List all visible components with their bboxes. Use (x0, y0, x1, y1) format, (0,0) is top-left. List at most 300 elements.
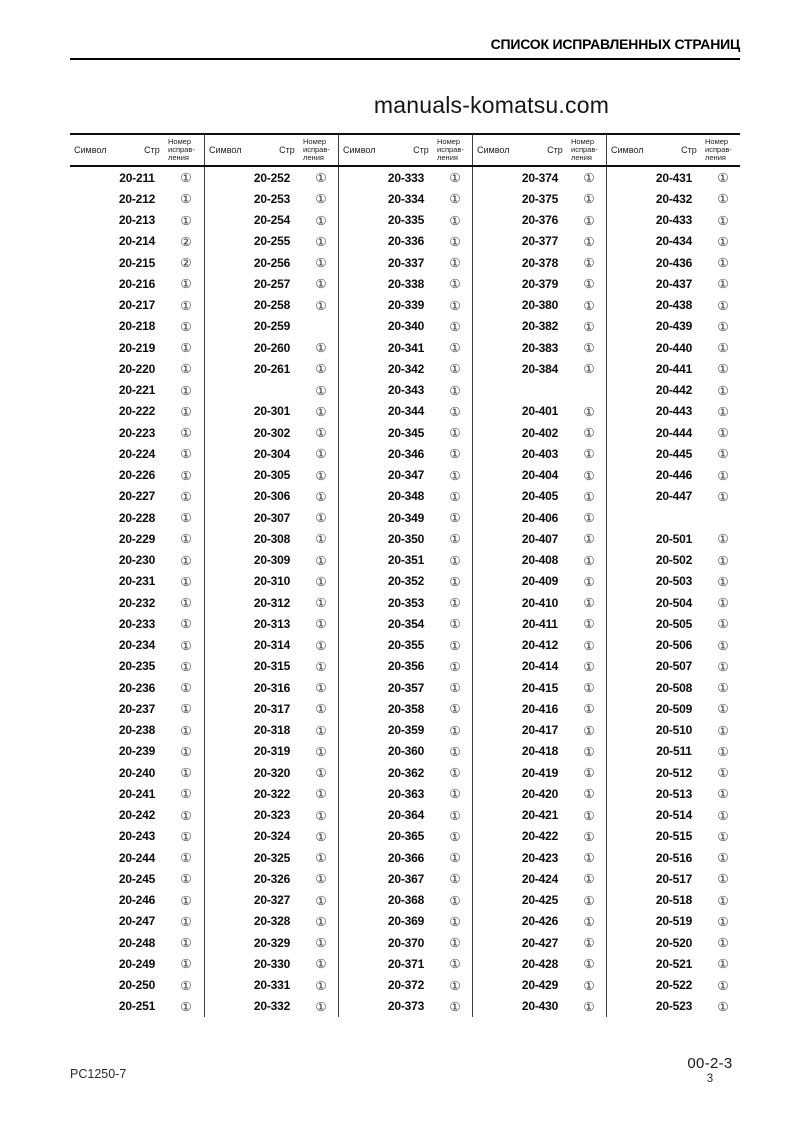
page-cell: 20-317 (253, 701, 291, 716)
table-row (473, 358, 606, 379)
revision-mark: ① (180, 956, 192, 972)
page-cell: 20-441 (655, 361, 693, 376)
table-row (205, 231, 338, 252)
revision-mark: ① (180, 850, 192, 866)
page-cell: 20-509 (655, 701, 693, 716)
table-row (607, 805, 740, 826)
revision-mark: ① (315, 255, 327, 271)
table-row (607, 677, 740, 698)
revision-mark: ① (180, 892, 192, 908)
table-row (205, 720, 338, 741)
page-cell: 20-241 (118, 786, 156, 801)
page-cell: 20-442 (655, 383, 693, 398)
revision-mark: ① (315, 552, 327, 568)
table-row (70, 613, 204, 634)
revision-mark: ① (180, 595, 192, 611)
table-row (339, 826, 472, 847)
page-cell: 20-375 (521, 191, 559, 206)
table-row (607, 592, 740, 613)
table-row (70, 295, 204, 316)
revision-mark: ① (583, 297, 595, 313)
table-row (70, 443, 204, 464)
page-cell: 20-519 (655, 914, 693, 929)
page-cell: 20-379 (521, 276, 559, 291)
revision-mark: ① (583, 276, 595, 292)
table-row (473, 571, 606, 592)
page-cell: 20-346 (387, 446, 425, 461)
page-cell: 20-252 (253, 170, 291, 185)
revision-mark: ① (315, 340, 327, 356)
revision-mark: ① (315, 170, 327, 186)
page-cell: 20-345 (387, 425, 425, 440)
revision-mark: ① (717, 531, 729, 547)
table-row (473, 720, 606, 741)
page-cell: 20-323 (253, 808, 291, 823)
column-header-revision-line: исправ- (705, 145, 732, 154)
revision-mark: ② (180, 255, 192, 271)
revision-mark: ① (180, 828, 192, 844)
revision-mark: ① (180, 552, 192, 568)
table-row (607, 358, 740, 379)
revision-mark: ① (449, 361, 461, 377)
page-cell: 20-304 (253, 446, 291, 461)
page-cell: 20-507 (655, 659, 693, 674)
page-cell: 20-415 (521, 680, 559, 695)
revision-mark: ① (315, 297, 327, 313)
page-cell: 20-313 (253, 616, 291, 631)
page-cell: 20-367 (387, 871, 425, 886)
page-cell: 20-342 (387, 361, 425, 376)
table-row (205, 592, 338, 613)
table-row (205, 996, 338, 1017)
table-row (70, 316, 204, 337)
revision-mark: ① (180, 531, 192, 547)
revision-mark: ① (315, 595, 327, 611)
page-cell: 20-320 (253, 765, 291, 780)
table-row (70, 911, 204, 932)
page-cell: 20-384 (521, 361, 559, 376)
page-cell: 20-214 (118, 234, 156, 249)
table-row (339, 337, 472, 358)
revision-mark: ① (315, 233, 327, 249)
column-header-revision-line: Номер (168, 137, 192, 146)
table-row (473, 932, 606, 953)
page-cell: 20-427 (521, 935, 559, 950)
revision-mark: ① (717, 467, 729, 483)
revision-mark: ① (717, 722, 729, 738)
page-cell: 20-403 (521, 446, 559, 461)
revision-mark: ① (180, 786, 192, 802)
page-cell: 20-245 (118, 871, 156, 886)
table-row (339, 465, 472, 486)
revision-mark: ① (449, 573, 461, 589)
table-row (339, 635, 472, 656)
revision-mark: ① (315, 998, 327, 1014)
page-cell: 20-409 (521, 574, 559, 589)
table-row (339, 295, 472, 316)
revision-mark: ① (583, 403, 595, 419)
revision-mark: ① (583, 446, 595, 462)
page-cell: 20-324 (253, 829, 291, 844)
page-cell: 20-301 (253, 404, 291, 419)
revision-mark: ① (583, 191, 595, 207)
page-cell: 20-506 (655, 638, 693, 653)
revision-mark: ② (180, 233, 192, 249)
revision-mark: ① (449, 531, 461, 547)
revision-mark: ① (180, 722, 192, 738)
table-row (607, 656, 740, 677)
revision-mark: ① (583, 913, 595, 929)
page-cell: 20-309 (253, 553, 291, 568)
table-row (607, 188, 740, 209)
table-row (205, 698, 338, 719)
table-row (70, 252, 204, 273)
page-cell: 20-443 (655, 404, 693, 419)
column-header-page: Стр (144, 145, 160, 155)
page-cell: 20-223 (118, 425, 156, 440)
table-column-group (204, 167, 338, 1017)
revision-mark: ① (583, 467, 595, 483)
page-cell: 20-508 (655, 680, 693, 695)
revision-mark: ① (180, 935, 192, 951)
table-row (339, 316, 472, 337)
table-row (205, 741, 338, 762)
revision-mark: ① (449, 233, 461, 249)
column-header-symbol: Символ (209, 145, 242, 155)
table-row (70, 826, 204, 847)
revision-mark: ① (717, 276, 729, 292)
page-cell: 20-255 (253, 234, 291, 249)
revision-mark: ① (180, 510, 192, 526)
revision-mark: ① (315, 488, 327, 504)
page-cell: 20-513 (655, 786, 693, 801)
page-cell: 20-520 (655, 935, 693, 950)
table-column-group (472, 167, 606, 1017)
table-row (339, 613, 472, 634)
page-cell: 20-347 (387, 468, 425, 483)
page-cell: 20-341 (387, 340, 425, 355)
revision-mark: ① (449, 595, 461, 611)
revision-mark: ① (315, 977, 327, 993)
table-row (205, 656, 338, 677)
revision-mark: ① (583, 212, 595, 228)
page-cell: 20-325 (253, 850, 291, 865)
table-row (70, 656, 204, 677)
revision-mark: ① (717, 573, 729, 589)
table-row (205, 953, 338, 974)
revision-mark: ① (449, 637, 461, 653)
revision-mark: ① (717, 446, 729, 462)
page-cell: 20-374 (521, 170, 559, 185)
revision-mark: ① (315, 913, 327, 929)
revision-mark: ① (315, 786, 327, 802)
revision-mark: ① (315, 382, 327, 398)
revision-mark: ① (449, 977, 461, 993)
table-row (473, 805, 606, 826)
revision-mark: ① (583, 935, 595, 951)
page-cell: 20-239 (118, 744, 156, 759)
table-row (607, 550, 740, 571)
page-cell: 20-407 (521, 531, 559, 546)
page-cell: 20-259 (253, 319, 291, 334)
revision-mark: ① (717, 658, 729, 674)
revision-mark: ① (315, 743, 327, 759)
table-row (205, 975, 338, 996)
page-cell: 20-337 (387, 255, 425, 270)
page-cell: 20-340 (387, 319, 425, 334)
revision-mark: ① (717, 871, 729, 887)
page-cell: 20-306 (253, 489, 291, 504)
table-header-row (70, 133, 740, 167)
table-row (205, 783, 338, 804)
revision-mark: ① (717, 361, 729, 377)
page-cell: 20-356 (387, 659, 425, 674)
table-row (339, 868, 472, 889)
page-cell: 20-333 (387, 170, 425, 185)
table-row (607, 932, 740, 953)
page-cell: 20-372 (387, 978, 425, 993)
revision-mark: ① (315, 701, 327, 717)
revision-mark: ① (583, 573, 595, 589)
revision-mark: ① (449, 850, 461, 866)
revision-mark: ① (449, 488, 461, 504)
revision-mark: ① (449, 425, 461, 441)
table-row (339, 401, 472, 422)
page-cell: 20-440 (655, 340, 693, 355)
revision-mark: ① (449, 913, 461, 929)
page-cell: 20-447 (655, 489, 693, 504)
page-cell: 20-376 (521, 213, 559, 228)
revision-mark: ① (583, 233, 595, 249)
revision-mark: ① (315, 276, 327, 292)
page-cell: 20-433 (655, 213, 693, 228)
page-cell: 20-326 (253, 871, 291, 886)
page-cell: 20-249 (118, 956, 156, 971)
column-header-revision-line: исправ- (571, 145, 598, 154)
page-cell: 20-371 (387, 956, 425, 971)
column-header-page: Стр (279, 145, 295, 155)
table-row (473, 273, 606, 294)
revision-mark: ① (315, 212, 327, 228)
table-row (205, 401, 338, 422)
table-row (205, 528, 338, 549)
page-cell: 20-406 (521, 510, 559, 525)
revision-mark: ① (180, 446, 192, 462)
revision-mark: ① (717, 765, 729, 781)
revision-mark: ① (180, 616, 192, 632)
page-cell: 20-328 (253, 914, 291, 929)
table-row (473, 380, 606, 401)
page-cell: 20-229 (118, 531, 156, 546)
page-cell: 20-446 (655, 468, 693, 483)
revision-mark: ① (315, 510, 327, 526)
table-row (205, 805, 338, 826)
revision-mark: ① (583, 552, 595, 568)
table-row (473, 826, 606, 847)
table-row (70, 932, 204, 953)
column-header-symbol: Символ (74, 145, 107, 155)
table-row (70, 571, 204, 592)
revision-mark: ① (583, 871, 595, 887)
revision-mark: ① (717, 425, 729, 441)
page-cell: 20-211 (119, 170, 155, 185)
table-row (205, 273, 338, 294)
table-row (205, 295, 338, 316)
revision-mark: ① (583, 956, 595, 972)
table-row (205, 613, 338, 634)
page-cell: 20-221 (118, 383, 156, 398)
page-cell: 20-523 (655, 999, 693, 1014)
table-row (205, 635, 338, 656)
page-cell: 20-332 (253, 999, 291, 1014)
table-row (607, 507, 740, 528)
page-cell: 20-512 (655, 765, 693, 780)
revision-mark: ① (315, 850, 327, 866)
column-header-revision-line: ления (705, 153, 726, 162)
revision-mark: ① (315, 361, 327, 377)
revision-mark: ① (180, 573, 192, 589)
page-cell: 20-424 (521, 871, 559, 886)
table-row (607, 422, 740, 443)
column-header-symbol: Символ (343, 145, 376, 155)
revision-mark: ① (583, 425, 595, 441)
column-header-revision-line: ления (303, 153, 324, 162)
table-row (607, 890, 740, 911)
page-cell: 20-369 (387, 914, 425, 929)
table-row (339, 571, 472, 592)
page-cell: 20-360 (387, 744, 425, 759)
table-row (205, 358, 338, 379)
table-row (339, 975, 472, 996)
table-row (339, 550, 472, 571)
table-row (70, 592, 204, 613)
table-row (339, 656, 472, 677)
revision-mark: ① (583, 680, 595, 696)
page-cell: 20-334 (387, 191, 425, 206)
table-row (473, 167, 606, 188)
table-row (205, 932, 338, 953)
revision-mark: ① (583, 531, 595, 547)
page-cell: 20-319 (253, 744, 291, 759)
table-row (205, 507, 338, 528)
table-row (339, 890, 472, 911)
revision-mark: ① (583, 616, 595, 632)
table-row (473, 635, 606, 656)
page-cell: 20-217 (118, 298, 156, 313)
table-row (607, 486, 740, 507)
table-row (473, 507, 606, 528)
table-row (607, 380, 740, 401)
revision-mark: ① (449, 786, 461, 802)
table-row (473, 401, 606, 422)
header-group (338, 135, 472, 165)
page-cell: 20-228 (118, 510, 156, 525)
revision-mark: ① (717, 488, 729, 504)
table-row (205, 847, 338, 868)
revision-mark: ① (180, 637, 192, 653)
table-row (607, 571, 740, 592)
table-row (473, 996, 606, 1017)
table-row (205, 316, 338, 337)
revision-mark: ① (717, 701, 729, 717)
table-row (339, 358, 472, 379)
revision-mark: ① (180, 170, 192, 186)
page-cell: 20-254 (253, 213, 291, 228)
column-header-revision-line: исправ- (168, 145, 195, 154)
table-row (607, 698, 740, 719)
page-cell: 20-517 (655, 871, 693, 886)
table-row (339, 188, 472, 209)
page-cell: 20-314 (253, 638, 291, 653)
table-row (339, 443, 472, 464)
table-row (70, 210, 204, 231)
table-row (473, 698, 606, 719)
table-row (339, 932, 472, 953)
revision-mark: ① (315, 828, 327, 844)
table-row (473, 677, 606, 698)
page-cell: 20-368 (387, 893, 425, 908)
revision-mark: ① (717, 340, 729, 356)
page-cell: 20-439 (655, 319, 693, 334)
revision-mark: ① (449, 403, 461, 419)
revision-mark: ① (180, 807, 192, 823)
page-cell: 20-261 (253, 361, 291, 376)
revision-mark: ① (180, 297, 192, 313)
revision-table (70, 133, 740, 1017)
revision-mark: ① (717, 595, 729, 611)
page-cell: 20-339 (387, 298, 425, 313)
page-cell: 20-502 (655, 553, 693, 568)
column-header-page: Стр (413, 145, 429, 155)
column-header-revision-line: Номер (303, 137, 327, 146)
page-cell: 20-377 (521, 234, 559, 249)
page-cell: 20-510 (655, 723, 693, 738)
page-cell: 20-312 (253, 595, 291, 610)
revision-mark: ① (717, 297, 729, 313)
table-row (607, 635, 740, 656)
revision-mark: ① (449, 998, 461, 1014)
page-cell: 20-305 (253, 468, 291, 483)
table-row (473, 762, 606, 783)
table-row (473, 890, 606, 911)
revision-mark: ① (449, 446, 461, 462)
table-row (205, 337, 338, 358)
table-row (339, 720, 472, 741)
page-cell: 20-445 (655, 446, 693, 461)
page-cell: 20-310 (253, 574, 291, 589)
table-row (70, 337, 204, 358)
revision-mark: ① (180, 913, 192, 929)
table-row (473, 231, 606, 252)
section-page-code: 00-2-3 (687, 1055, 733, 1072)
revision-mark: ① (315, 425, 327, 441)
page-cell: 20-408 (521, 553, 559, 568)
table-row (70, 677, 204, 698)
revision-mark: ① (449, 467, 461, 483)
revision-mark: ① (717, 935, 729, 951)
revision-mark: ① (449, 276, 461, 292)
page-cell: 20-418 (521, 744, 559, 759)
revision-mark: ① (717, 170, 729, 186)
table-column-group (338, 167, 472, 1017)
table-row (205, 826, 338, 847)
page-cell: 20-401 (521, 404, 559, 419)
revision-mark: ① (180, 276, 192, 292)
revision-mark: ① (449, 935, 461, 951)
table-row (205, 188, 338, 209)
revision-mark: ① (583, 637, 595, 653)
table-row (473, 868, 606, 889)
